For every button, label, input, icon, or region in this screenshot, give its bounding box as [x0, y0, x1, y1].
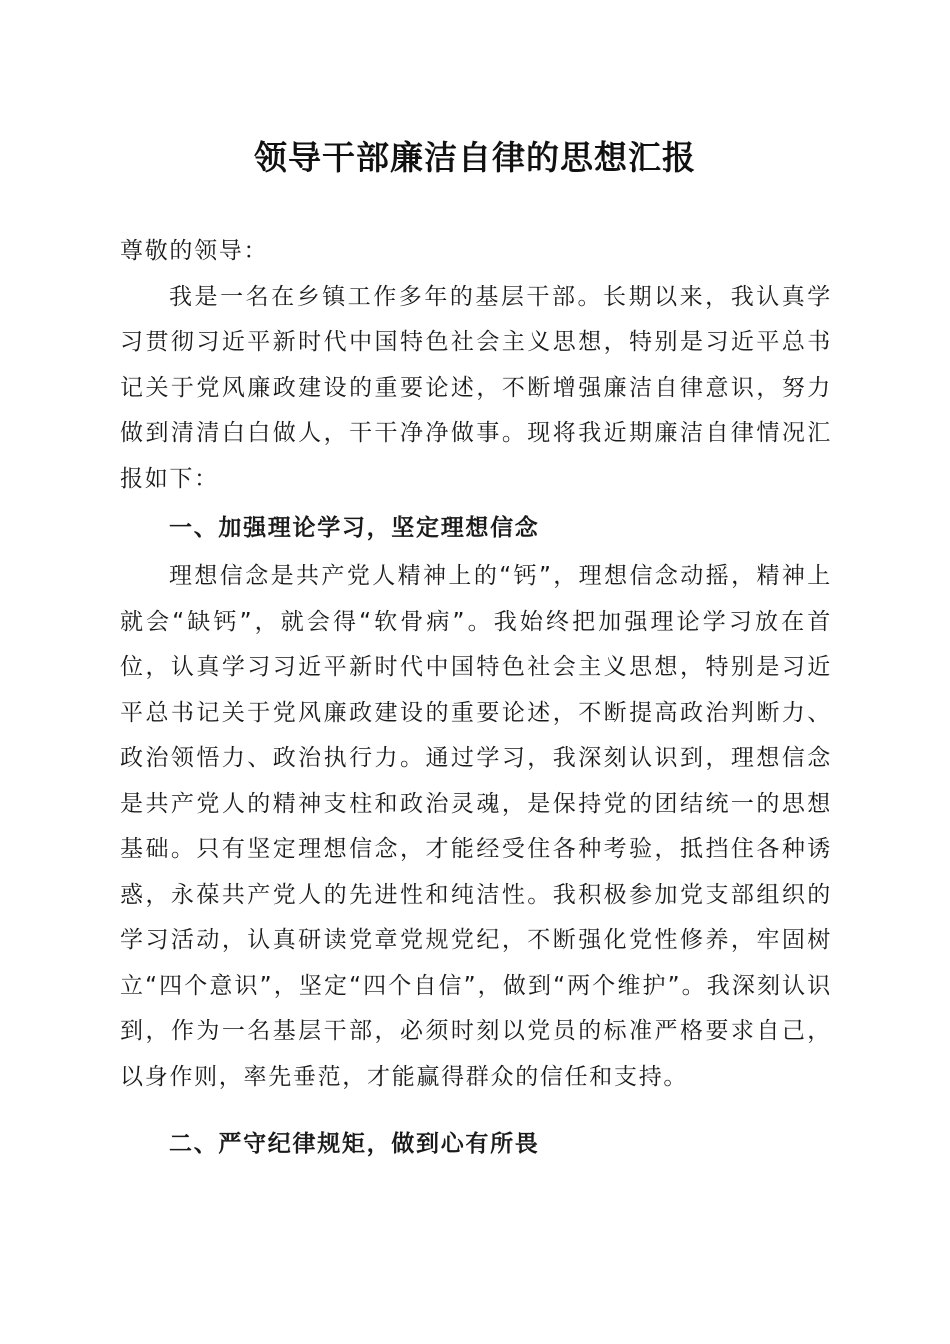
intro-paragraph: 我是一名在乡镇工作多年的基层干部。长期以来，我认真学习贯彻习近平新时代中国特色社会主义思想，特别是习近平总书记关于党风廉政建设的重要论述，不断增强廉洁自律意识，努力做到清清白白做人，干干净净做事。现将我近期廉洁自律情况汇报如下： [120, 283, 832, 492]
document-body [120, 229, 832, 1170]
section-body-1: 理想信念是共产党人精神上的“钙”，理想信念动摇，精神上就会“缺钙”，就会得“软骨病”。我始终把加强理论学习放在首位，认真学习习近平新时代中国特色社会主义思想，特别是习近平总书记关于党风廉政建设的重要论述，不断提高政治判断力、政治领悟力、政治执行力。通过学习，我深刻认识到，理想信念是共产党人的精神支柱和政治灵魂，是保持党的团结统一的思想基础。只有坚定理想信念，才能经受住各种考验，抵挡住各种诱惑，永葆共产党人的先进性和纯洁性。我积极参加党支部组织的学习活动，认真研读党章党规党纪，不断强化党性修养，牢固树立“四个意识”，坚定“四个自信”，做到“两个维护”。我深刻认识到，作为一名基层干部，必须时刻以党员的标准严格要求自己，以身作则，率先垂范，才能赢得群众的信任和支持。 [120, 563, 832, 1090]
section-heading-1: 一、加强理论学习，坚定理想信念 [169, 515, 540, 541]
document-title: 领导干部廉洁自律的思想汇报 [254, 138, 696, 177]
salutation: 尊敬的领导： [120, 238, 269, 264]
section-heading-2: 二、严守纪律规矩，做到心有所畏 [169, 1131, 540, 1157]
